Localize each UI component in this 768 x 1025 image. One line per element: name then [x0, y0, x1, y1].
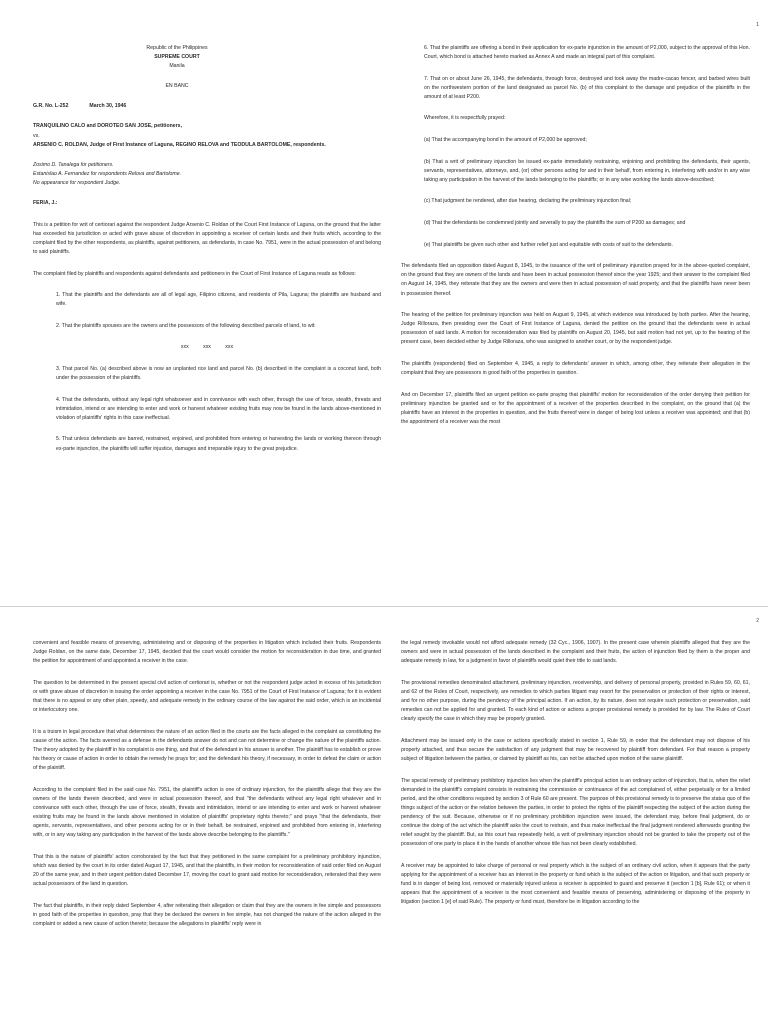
paragraph: The provisional remedies denominated attachment, preliminary injunction, receivership, and delivery of personal property, provided in Rules 59, 60, 61, and 62 of the Rules of Court, respectively, are remedies to which parties litigant may resort for the preservation or protection of their rights or interest, and for no other purpose, during the pendency of the principal action. If an action, by its nature, does not require such protection or preservation, said remedies can not be applied for and granted. To each kind of action or actions a proper provisional remedy is provided for by law. The Rules of Court clearly specify the case in which they may be properly granted. — [401, 679, 750, 723]
paragraph: Attachment may be issued only in the case or actions specifically stated in section 1, Rule 59, in order that the defendant may not dispose of his property attached, and thus secure the satisfaction of any judgment that may be recovered by plaintiff from defendant. For that reason a property subject of litigation between the parties, or claimed by plaintiff as his, can not be attached upon motion of the same plaintiff. — [401, 737, 750, 762]
prayer-intro: Wherefore, it is respectfully prayed: — [424, 115, 506, 122]
paragraph: The special remedy of preliminary prohibitory injunction lies when the plaintiff's principal action is an ordinary action of injunction, that is, when the relief demanded in the plaintiff's complaint consists in restraining the commission or continuance of the act complained of, either perpetually or for a limited period, and the other conditions required by section 3 of Rule 60 are present. The purpose of this provisional remedy is to preserve the status quo of the things subject of the action or the relation between the parties, in order to protect the rights of the plaintiff respecting the subject of the action during the pendency of the suit. Because, otherwise or if no preliminary prohibition injunction were issued, the defendant may, before final judgment, do or continue the doing of the act which the plaintiff asks the court to restrain, and thus make ineffectual the final judgment rendered afterwards granting the relief sought by the plaintiff. But, as this court has repeatedly held, a writ of preliminary injunction should not be granted to take the property out of the possession of one party to place it in the hands of another whose title has not been clearly established. — [401, 777, 750, 848]
paragraph: A receiver may be appointed to take charge of personal or real property which is the subject of an ordinary civil action, when it appears that the party applying for the appointment of a receiver has an interest in the property or fund which is the subject of the action or litigation, and that such property or fund is in danger of being lost, removed or materially injured unless a receiver is appointed to guard and preserve it (section 1 [b], Rule 61); or when it appears that the appointment of a receiver is the most convenient and feasible means of preserving, administering or disposing of the property in litigation (section 1 [e] of said Rule). The property or fund must, therefore be in litigation according to the — [401, 862, 750, 906]
counsel-line: Zosimo D. Tanalega for petitioners. — [33, 161, 114, 168]
paragraph: This is a petition for writ of certiorari against the respondent Judge Arsenio C. Roldan of the Court First Instance of Laguna, on the ground that the latter has exceeded his jurisdiction or acted with grave abuse of discretion in appointing a receiver of certain lands and their fruits which, according to the complaint filed by the other respondents, as plaintiffs, against petitioners, as defendants, in case No. 7951, were in the actual possession of and belong to said plaintiffs. — [33, 221, 381, 255]
paragraph: convenient and feasible means of preserving, administering and or disposing of the properties in litigation which included their fruits. Respondents Judge Roldan, on the same date, December 17, 1945, decided that the court would consider the motion for reconsideration in due time, and granted the petition for appointment of and appointed a receiver in the case. — [33, 640, 381, 665]
ponente: FERIA, J.: — [33, 200, 58, 207]
case-date: March 30, 1946 — [89, 103, 127, 110]
paragraph: It is a truism in legal procedure that what determines the nature of an action filed in the courts are the facts alleged in the complaint as constituting the cause of the action. The facts averred as a defense in the defendants answer do not and can not determine or change the nature of the plaintiffs action. The theory adopted by the plaintiff in his complaint is one thing, and that of the defendant in his answer is another. The plaintiff has to establish or prove his theory or cause of action in order to obtain the remedy he prays for; and the defendant his theory, if necessary, in order to defeat the claim or action of the plaintiff. — [33, 728, 381, 772]
complaint-item: 5. That unless defendants are barred, restrained, enjoined, and prohibited from entering or harvesting the lands or working thereon through ex-parte injunction, the plaintiffs will suffer injustice, damages and irreparable injury to the great prejudice. — [56, 436, 381, 452]
paragraph: The defendants filed an opposition dated August 8, 1945, to the issuance of the writ of preliminary injunction prayed for in the above-quoted complaint, on the ground that they are owners of the lands and have been in actual possession thereof since the year 1925; and their answer to the complaint filed on August 14, 1945, they reiterate that they are the owners and were then in actual possession of said property, and that the plaintiffs have never been in possession thereof. — [401, 263, 750, 297]
en-banc-label: EN BANC — [165, 83, 189, 90]
page2-right-column — [401, 639, 750, 920]
prayer-item: (e) That plaintiffs be given such other and further relief just and equitable with costs of suit to the defendants. — [424, 241, 673, 248]
paragraph: According to the complaint filed in the said case No. 7951, the plaintiff's action is one of ordinary injunction, for the plaintiffs allege that they are the owners of the lands therein described, and were in actual possession thereof, and that "the defendants without any legal right whatever and in connivance with each other, through the use of force, stealth, threats and intimidation, intend or are intending to enter and work or harvest whatever existing fruits may be found in the lands above mentioned in violation of plaintiffs' proprietary rights thereto;" and prays "that the defendants, their agents, servants, representatives, and other persons acting for or in their behalf, be restrained, enjoined and prohibited from entering in, interfering with, or in any way taking any participation in the harvest of the lands above describe belonging to the plaintiffs." — [33, 786, 381, 839]
complaint-item: 1. That the plaintiffs and the defendants are all of legal age, Filipino citizens, and residents of Pila, Laguna; the plaintiffs are husband and wife. — [56, 292, 381, 308]
paragraph: And on December 17, plaintiffs filed an urgent petition ex-parte praying that plaintiffs' motion for reconsideration of the order denying their petition for preliminary injunction be granted and or for the appointment of a receiver of the properties described in the complaint, on the ground that (a) the plaintiffs have an interest in the properties in question, and the fruits thereof were in danger of being lost unless a receiver was appointed; and that (b) the appointment of a receiver was the most — [401, 391, 750, 425]
paragraph: That this is the nature of plaintiffs' action corroborated by the fact that they petitioned in the same complaint for a preliminary prohibitory injunction, which was denied by the court in its order dated August 17, 1945, and that the plaintiffs, in their motion for reconsideration of said order filed on August 20 of the same year, and in their urgent petition dated December 17, moving the court to grant said motion for reconsideration, reiterated that they were actual possessors of the land in question. — [33, 853, 381, 887]
document-page-2 — [0, 606, 768, 1025]
page1-left-column — [33, 44, 381, 466]
versus: vs. — [33, 132, 40, 139]
prayer-item: (d) That the defendants be condemned jointly and severally to pay the plaintiffs the sum of P200 as damages; and — [424, 220, 686, 227]
paragraph: the legal remedy invokable would not afford adequate remedy (32 Cyc., 1906, 1907). In the present case wherein plaintiffs alleged that they are the owners and were in actual possession of the lands described in the complaint and their fruits, the action of injunction filed by them is the proper and adequate remedy in law, for a judgment in favor of plaintiffs would quiet their title to said lands. — [401, 640, 750, 665]
court-header — [0, 44, 381, 71]
ellipsis-marker: xxx xxx xxx — [180, 344, 234, 351]
paragraph: The plaintiffs (respondents) filed on September 4, 1945, a reply to defendants' answer in which, among other, they reiterate their allegation in the complaint that they are possessors in good faith of the properties in question. — [401, 360, 750, 377]
page-number: 2 — [756, 618, 759, 624]
counsel-line: No appearance for respondent Judge. — [33, 179, 121, 186]
paragraph: The question to be determined in the present special civil action of certiorari is, whether or not the respondent judge acted in excess of his jurisdiction or with grave abuse of discretion in issuing the order appointing a receiver in the case No. 7951 of the Court of First Instance of Laguna; for it is evident that there is no appeal or any other plain, speedy, and adequate remedy in the ordinary course of the law against the said order, which is an incidental or interlocutory one. — [33, 679, 381, 714]
page1-right-column — [401, 44, 750, 440]
page2-left-column — [33, 639, 381, 941]
prayer-item: (b) That a writ of preliminary injunction be issued ex-parte immediately restraining, enjoining and prohibiting the defendants, their agents, servants, representatives, attorneys, and, (or) other persons acting for and in their behalf, from entering in, interfering with and/or in any wise taking any participation in the harvest of the lands belonging to the plaintiffs; or in any wise working the lands above-described; — [424, 158, 750, 183]
case-number: G.R. No. L-252 — [33, 103, 69, 110]
case-number-line — [33, 102, 381, 111]
respondents: ARSENIO C. ROLDAN, Judge of First Instance of Laguna, REGINO RELOVA and TEODULA BARTOLOME, respondents. — [33, 141, 326, 148]
petitioners: TRANQUILINO CALO and DOROTEO SAN JOSE, petitioners, — [33, 123, 183, 130]
header-line: Manila — [169, 63, 185, 70]
complaint-item: 3. That parcel No. (a) described above is now an unplanted rice land and parcel No. (b) described in the complaint is a coconut land, both under the possession of the plaintiffs. — [56, 365, 381, 382]
complaint-item: 4. That the defendants, without any legal right whatsoever and in connivance with each other, through the use of force, stealth, threats and intimidation, intend or are intending to enter and work or harvest whatever existing fruits may now be found in the lands above-mentioned in violation of plaintiffs' rights in this case ineffectual. — [56, 396, 381, 421]
paragraph: The complaint filed by plaintiffs and respondents against defendants and petitioners in the Court of First Instance of Laguna reads as follows: — [33, 270, 356, 277]
paragraph: The fact that plaintiffs, in their reply dated September 4, after reiterating their allegation or claim that they are the owners in fee simple and possessors in good faith of the properties in question, pray that they be declared the owners in fee simple, has not changed the nature of the action alleged in the complaint or added a new cause of action thereto; because the allegations in plaintiffs' reply were in — [33, 902, 381, 927]
prayer-item: (a) That the accompanying bond in the amount of P2,000 be approved; — [424, 137, 587, 144]
complaint-item: 6. That the plaintiffs are offering a bond in their application for ex-parte injunction in the amount of P2,000, subject to the approval of this Hon. Court, which bond is attached hereto marked as Annex A and made an integral part of this complaint. — [424, 45, 750, 61]
page-number: 1 — [756, 22, 759, 28]
header-line: Republic of the Philippines — [146, 45, 208, 51]
header-line: SUPREME COURT — [154, 54, 200, 61]
counsel-line: Estanislao A. Fernandez for respondents Relova and Bartolome. — [33, 170, 182, 177]
paragraph: The hearing of the petition for preliminary injunction was held on August 9, 1945, at which evidence was introduced by both parties. After the hearing, Judge Rilloraza, then presiding over the Court of First Instance of Laguna, denied the petition on the ground that the defendants were in actual possession of said lands. A motion for reconsideration was filed by plaintiffs on August 20, 1945, but said motion had not yet, up to the hearing of the present case, been decided either by Judge Rilloraza, who was assigned to another court, or by the respondent judge. — [401, 312, 750, 346]
complaint-item: 7. That on or about June 26, 1945, the defendants, through force, destroyed and took away the madre-cacao fencer, and barbed wires built on the northwestern portion of the land designated as parcel No. (b) of this complaint to the damage and prejudice of the plaintiffs in the amount of at least P200. — [424, 75, 750, 100]
complaint-item: 2. That the plaintiffs spouses are the owners and the possessors of the following described parcels of land, to wit: — [56, 322, 316, 329]
prayer-item: (c) That judgment be rendered, after due hearing, declaring the preliminary injunction final; — [424, 198, 632, 205]
